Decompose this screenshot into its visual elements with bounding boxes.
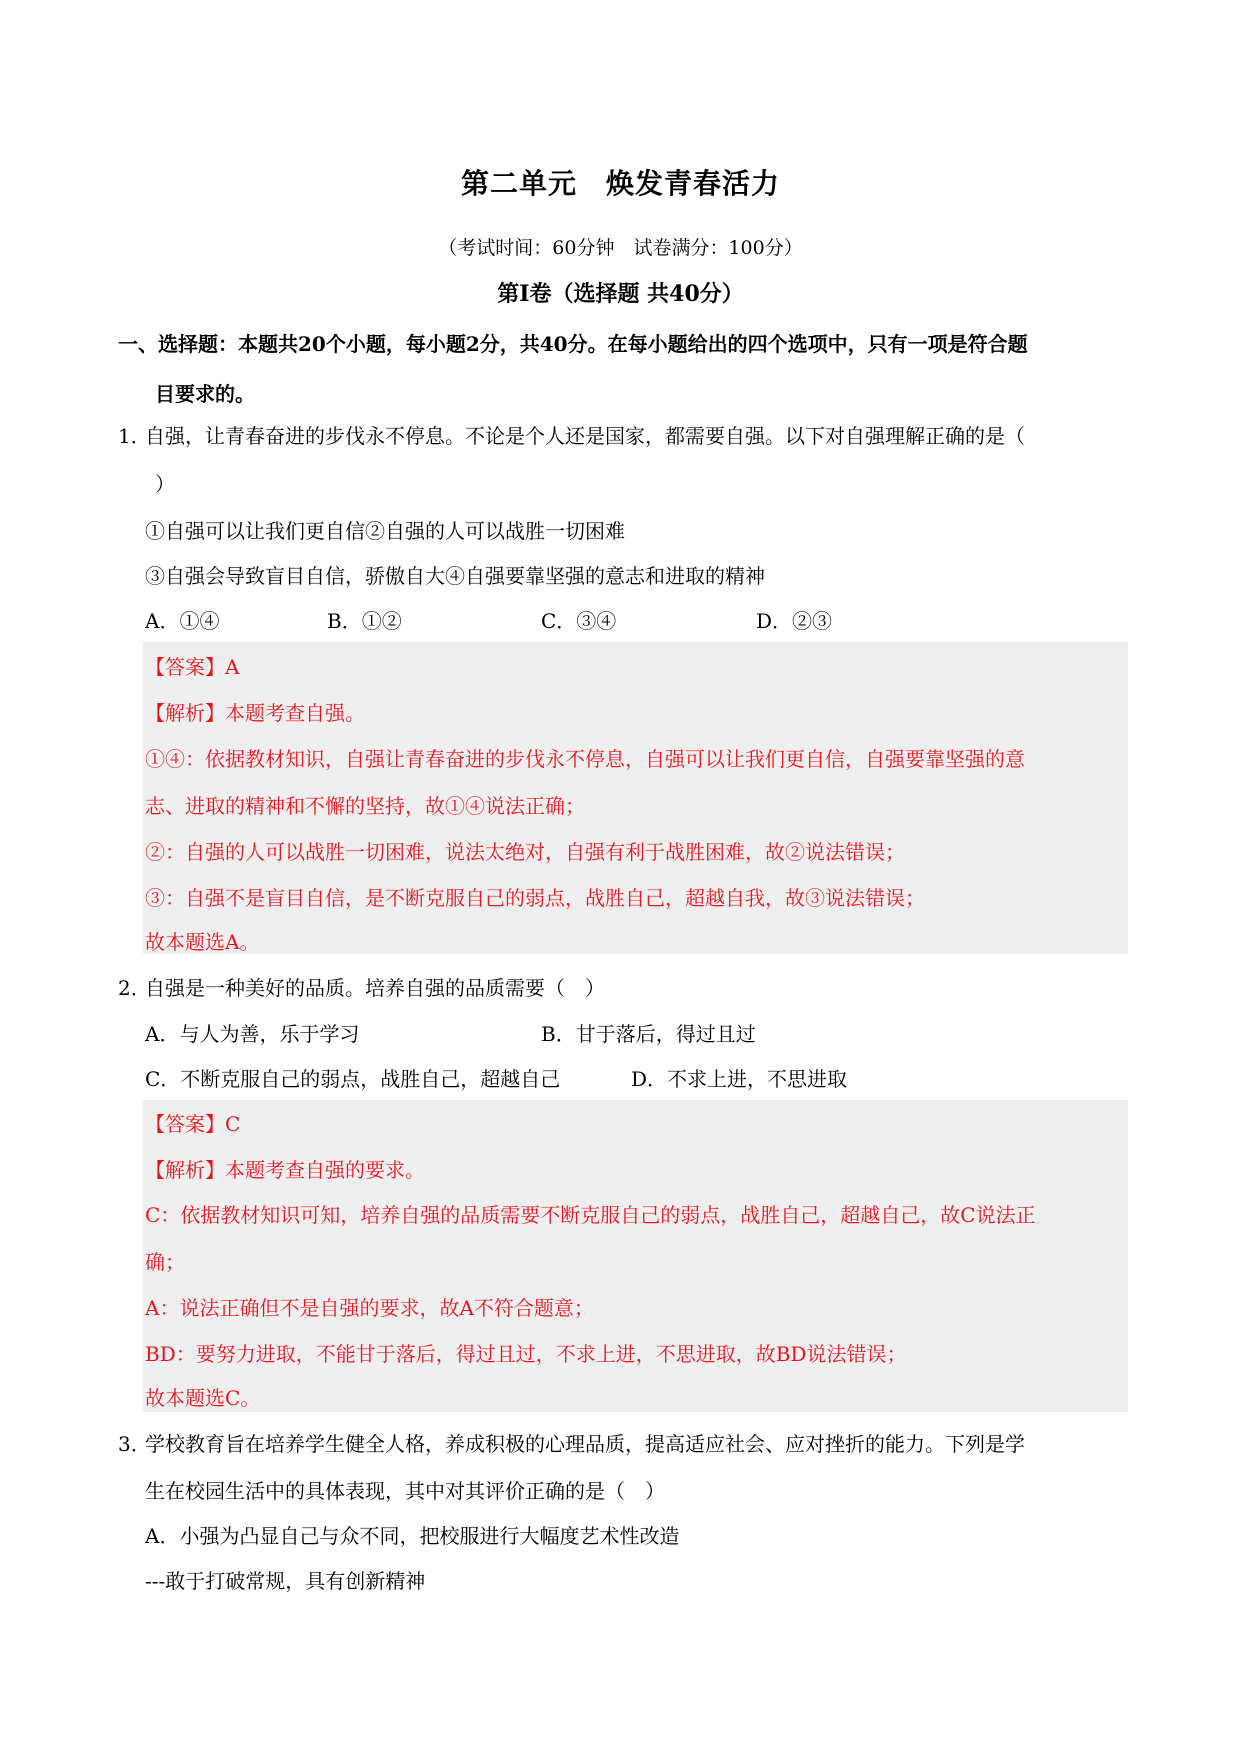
explanation-line: ①④：依据教材知识，自强让青春奋进的步伐永不停息，自强可以让我们更自信，自强要靠坚强的意 <box>145 747 1025 771</box>
option-d: D．②③ <box>756 609 833 633</box>
question-stem: 自强是一种美好的品质。培养自强的品质需要（ ） <box>145 976 605 1000</box>
option-b: B．甘于落后，得过且过 <box>541 1022 756 1046</box>
conclusion: 故本题选A。 <box>145 930 260 954</box>
question-stem: 自强，让青春奋进的步伐永不停息。不论是个人还是国家，都需要自强。以下对自强理解正确的是（ <box>145 424 1025 448</box>
statement-list: ①自强可以让我们更自信②自强的人可以战胜一切困难 <box>145 519 625 543</box>
volume-heading: 第Ⅰ卷（选择题 共40分） <box>497 281 744 307</box>
option-c: C．不断克服自己的弱点，战胜自己，超越自己 <box>145 1067 561 1091</box>
explanation-line: C：依据教材知识可知，培养自强的品质需要不断克服自己的弱点，战胜自己，超越自己，故C说法正 <box>145 1203 1036 1227</box>
option-a: A．小强为凸显自己与众不同，把校服进行大幅度艺术性改造 <box>145 1524 680 1548</box>
explanation-line: 确； <box>145 1250 185 1274</box>
explanation-line: A：说法正确但不是自强的要求，故A不符合题意； <box>145 1296 594 1320</box>
analysis-label: 【解析】本题考查自强。 <box>145 701 365 725</box>
section-instruction: 一、选择题：本题共20个小题，每小题2分，共40分。在每小题给出的四个选项中，只有一项是符合题 <box>118 332 1028 356</box>
conclusion: 故本题选C。 <box>145 1386 261 1410</box>
answer-label: 【答案】A <box>145 655 240 679</box>
question-stem: 学校教育旨在培养学生健全人格，养成积极的心理品质，提高适应社会、应对挫折的能力。下列是学 <box>145 1432 1025 1456</box>
question-number: 3． <box>118 1432 151 1456</box>
question-number: 1． <box>118 424 151 448</box>
explanation-line: BD：要努力进取，不能甘于落后，得过且过，不求上进，不思进取，故BD说法错误； <box>145 1342 907 1366</box>
exam-info: （考试时间：60分钟 试卷满分：100分） <box>438 237 803 259</box>
option-d: D．不求上进，不思进取 <box>631 1067 848 1091</box>
option-a: A．①④ <box>145 609 220 633</box>
question-number: 2． <box>118 976 151 1000</box>
question-stem-cont: ） <box>155 472 175 496</box>
explanation-line: ③：自强不是盲目自信，是不断克服自己的弱点，战胜自己，超越自我，故③说法错误； <box>145 886 925 910</box>
explanation-line: 志、进取的精神和不懈的坚持，故①④说法正确； <box>145 794 585 818</box>
question-stem-cont: 生在校园生活中的具体表现，其中对其评价正确的是（ ） <box>145 1479 665 1503</box>
option-a: A．与人为善，乐于学习 <box>145 1022 360 1046</box>
option-c: C．③④ <box>541 609 617 633</box>
explanation-line: ②：自强的人可以战胜一切困难，说法太绝对，自强有利于战胜困难，故②说法错误； <box>145 840 905 864</box>
page-title: 第二单元 焕发青春活力 <box>460 167 780 200</box>
analysis-label: 【解析】本题考查自强的要求。 <box>145 1158 425 1182</box>
section-instruction-cont: 目要求的。 <box>155 382 255 406</box>
answer-label: 【答案】C <box>145 1112 241 1136</box>
option-a-comment: ---敢于打破常规，具有创新精神 <box>145 1569 426 1593</box>
option-b: B．①② <box>327 609 402 633</box>
statement-list: ③自强会导致盲目自信，骄傲自大④自强要靠坚强的意志和进取的精神 <box>145 564 765 588</box>
